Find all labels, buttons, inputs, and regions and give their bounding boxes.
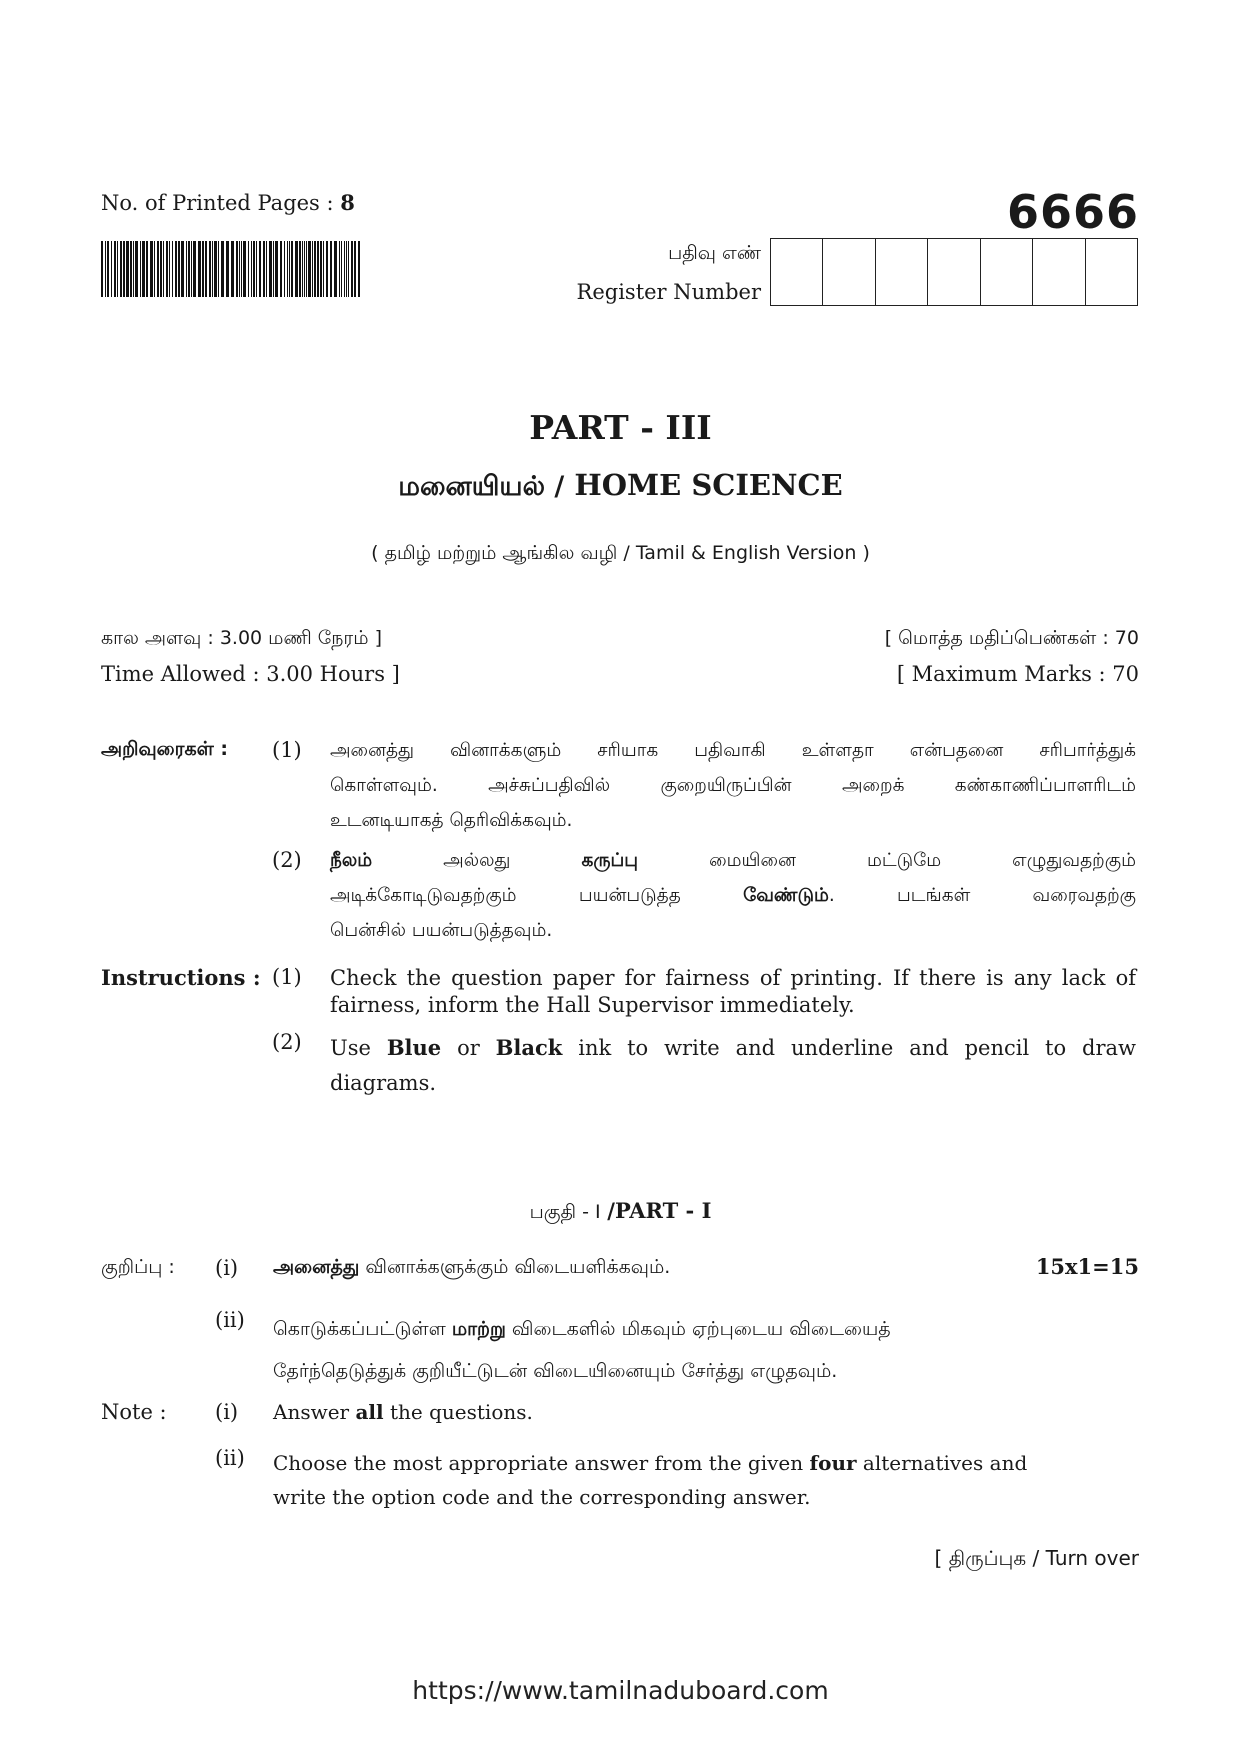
register-digit-box[interactable]: [928, 239, 980, 305]
time-allowed-tamil: கால அளவு : 3.00 மணி நேரம் ]: [101, 627, 382, 649]
instruction-tamil-2-number: (2): [272, 848, 302, 872]
max-marks-english: [ Maximum Marks : 70: [896, 662, 1139, 686]
register-digit-box[interactable]: [981, 239, 1033, 305]
max-marks-tamil: [ மொத்த மதிப்பெண்கள் : 70: [884, 627, 1139, 649]
instruction-english-1-number: (1): [272, 965, 302, 989]
section-marks: 15x1=15: [1035, 1254, 1139, 1279]
note-tamil-2: கொடுக்கப்பட்டுள்ள மாற்று விடைகளில் மிகவும் ஏற்புடைய விடையைத் தேர்ந்தெடுத்துக் குறியீட்டுடன் விடையினையும் சேர்த்து எழுதவும்.: [273, 1318, 891, 1382]
time-allowed-english: Time Allowed : 3.00 Hours ]: [101, 662, 400, 686]
register-number-boxes[interactable]: [770, 238, 1138, 306]
note-english-1-number: (i): [215, 1400, 239, 1424]
paper-code: 6666: [1006, 185, 1139, 239]
instruction-tamil-1-number: (1): [272, 738, 302, 762]
register-digit-box[interactable]: [771, 239, 823, 305]
register-label-tamil: பதிவு எண்: [668, 242, 761, 264]
note-english-1: Answer all the questions.: [273, 1400, 533, 1424]
note-english-label: Note :: [101, 1400, 167, 1424]
note-tamil-1-number: (i): [215, 1256, 239, 1280]
instruction-english-2: Use Blue or Black ink to write and underline and pencil to draw diagrams.: [330, 1035, 1137, 1095]
barcode-image: [101, 241, 361, 297]
part-title: PART - III: [529, 408, 712, 447]
subject-title: [0, 468, 1241, 506]
section-heading: பகுதி - I /PART - I: [529, 1198, 712, 1223]
note-english-2-number: (ii): [215, 1446, 245, 1470]
register-digit-box[interactable]: [876, 239, 928, 305]
note-english-2: Choose the most appropriate answer from the given four alternatives and write the option code and the corresponding answer.: [273, 1451, 1028, 1509]
subject-title-english: HOME SCIENCE: [574, 468, 843, 502]
instruction-tamil-2: நீலம் அல்லது கருப்பு மையினை மட்டுமே எழுதுவதற்கும் அடிக்கோடிடுவதற்கும் பயன்படுத்த வேண்டும். படங்கள் வரைவதற்கு பென்சில் பயன்படுத்தவும்.: [330, 850, 1136, 941]
instruction-english-1: Check the question paper for fairness of printing. If there is any lack of fairness, inform the Hall Supervisor immediately.: [330, 966, 1136, 1017]
register-digit-box[interactable]: [823, 239, 875, 305]
printed-pages: [101, 190, 355, 215]
printed-pages-label: No. of Printed Pages :: [101, 191, 334, 215]
instruction-english-2-number: (2): [272, 1030, 302, 1054]
register-digit-box[interactable]: [1033, 239, 1085, 305]
register-digit-box[interactable]: [1086, 239, 1137, 305]
register-label-english: Register Number: [576, 280, 761, 304]
instruction-tamil-1: அனைத்து வினாக்களும் சரியாக பதிவாகி உள்ளதா என்பதனை சரிபார்த்துக் கொள்ளவும். அச்சுப்பதிவில் குறையிருப்பின் அறைக் கண்காணிப்பாளரிடம் உடனடியாகத் தெரிவிக்கவும்.: [330, 740, 1136, 831]
version-line: ( தமிழ் மற்றும் ஆங்கில வழி / Tamil & English Version ): [371, 542, 870, 564]
website-url[interactable]: https://www.tamilnaduboard.com: [412, 1676, 829, 1705]
note-tamil-2-number: (ii): [215, 1308, 245, 1332]
note-tamil-1: அனைத்து வினாக்களுக்கும் விடையளிக்கவும்.: [273, 1256, 671, 1278]
note-tamil-label: குறிப்பு :: [101, 1256, 175, 1278]
turn-over: [ திருப்புக / Turn over: [934, 1546, 1139, 1570]
subject-title-tamil: மனையியல் /: [398, 471, 565, 502]
instructions-english-label: Instructions :: [101, 965, 261, 990]
instructions-tamil-label: அறிவுரைகள் :: [101, 738, 228, 760]
printed-pages-value: 8: [340, 190, 355, 215]
